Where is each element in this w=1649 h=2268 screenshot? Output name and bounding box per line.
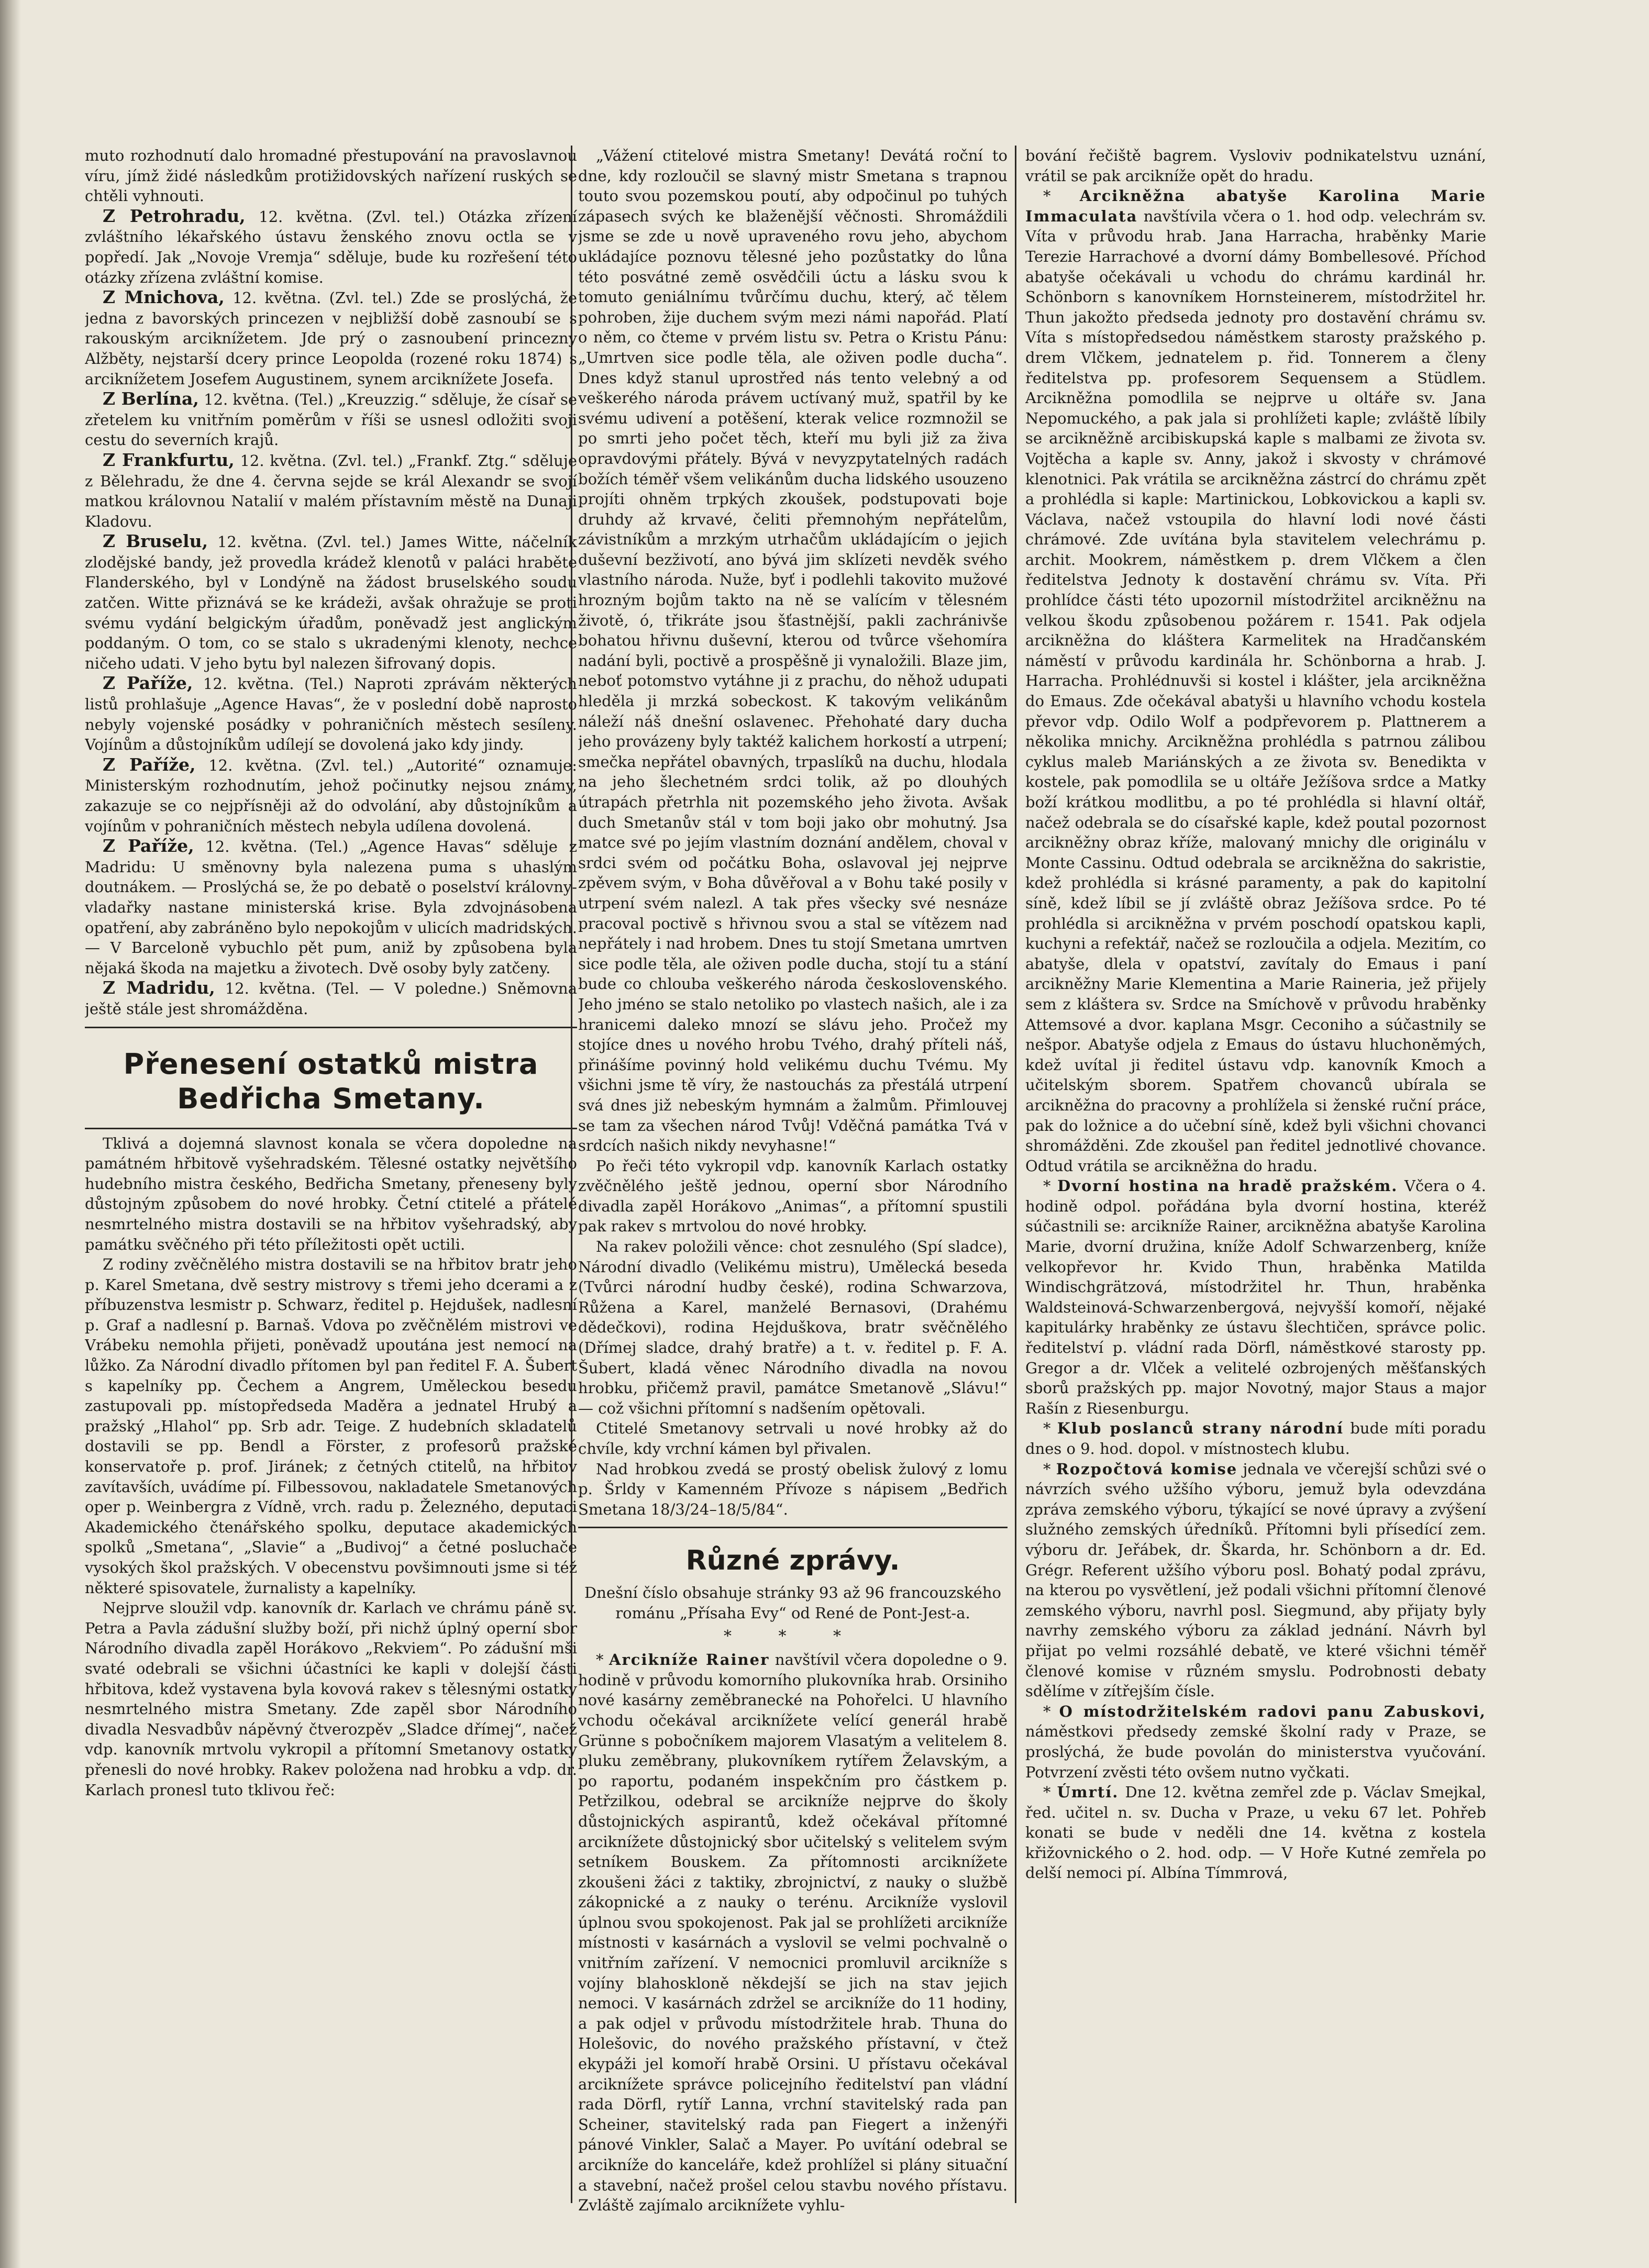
news-text: 12. května. (Tel.) Naproti zprávám některých listů prohlašuje „Agence Havas“, že v poslední době naprosto nebyly vojenské posádky v pohraničních městech sesíleny. Vojínům a důstojníkům udílejí se dovolená jako kdy jindy. <box>85 675 577 754</box>
news-item <box>85 389 577 450</box>
news-text: 12. května. (Zvl. tel.) James Witte, náčelník zlodějské bandy, jež provedla krádež klenotů v paláci hraběte Flanderského, byl v Londýně na žádost bruselského soudu zatčen. Witte přiznává se ke krádeži, avšak ohražuje se proti svému vydání belgickým úřadům, poněvadž jest anglickým poddaným. O tom, co se stalo s ukradenými klenoty, nechce ničeho udati. V jeho bytu byl nalezen šifrovaný dopis. <box>85 533 577 672</box>
dateline: Z Petrohradu, <box>103 205 246 226</box>
news-text: 12. května. (Tel.) „Kreuzzig.“ sděluje, že císař se zřetelem ku vnitřním poměrům v říši se usnesl odložiti svoji cestu do severních krajů. <box>85 391 577 449</box>
column-rule-right <box>1015 146 1016 2203</box>
news-item: * Rozpočtová komise jednala ve včerejší schůzi své o návrzích svého užšího výboru, jemuž byla odevzdána zpráva zemského výboru, týkající se nové úpravy a zvýšení služného zemských úředníků. Přítomni byli přísedící zem. výboru dr. Jeřábek, dr. Škarda, hr. Schönborn a dr. Ed. Grégr. Referent užšího výboru posl. Bohatý podal zprávu, na kterou po vysvětlení, jež podali všichni přítomní členové zemského výboru, navrhl posl. Siegmund, aby přijaty byly navrhy zemského výboru za základ jednání. Návrh byl přijat po velmi rozsáhlé debatě, ve které všichni téměř členové komise v různém smyslu. Podrobnosti debaty sdělíme v zítřejším čísle. <box>1025 1460 1486 1700</box>
column-right <box>1025 146 1486 2214</box>
news-text: Včera o 4. hodině odpol. pořádána byla dvorní hostina, kteréž súčastnili se: arcikníže Rainer, arcikněžna abatyše Karolina Marie, dvorní družina, kníže Adolf Schwarzenberg, kníže velkopřevor hr. Kvido Thun, hraběnka Matilda Windischgrätzová, místodržitel hr. Thun, hraběnka Waldsteinová-Schwarzenbergová, nejvyšší komoří, nějaké kapitulárky hraběnky ze ústavu šlechtičen, správce polic. ředitelství p. vládní rada Dörfl, náměstkové starosty pp. Gregor a dr. Vlček a velitelé ozbrojených měšťanských sborů pražských pp. major Novotný, major Staus a major Rašín z Riesenburgu. <box>1025 1177 1486 1417</box>
section-rule <box>85 1128 577 1129</box>
separator-stars: * * * <box>723 1627 862 1646</box>
article-paragraph: Nad hrobkou zvedá se prostý obelisk žulový z lomu p. Šrldy v Kamenném Přívoze s nápisem „Bedřich Smetana 18/3/24–18/5/84“. <box>578 1460 1008 1518</box>
news-item: * Úmrtí. Dne 12. května zemřel zde p. Václav Smejkal, řed. učitel n. sv. Ducha v Praze, u veku 67 let. Pohřeb konati se bude v neděli dne 14. května z kostela křižovnického o 2. hod. odp. — V Hoře Kutné zemřela po delší nemoci pí. Albína Tímmrová, <box>1025 1783 1486 1882</box>
news-text: Dne 12. května zemřel zde p. Václav Smejkal, řed. učitel n. sv. Ducha v Praze, u veku 67 let. Pohřeb konati se bude v neděli dne 14. května z kostela křižovnického o 2. hod. odp. — V Hoře Kutné zemřela po delší nemoci pí. Albína Tímmrová, <box>1025 1783 1486 1882</box>
dateline: Z Bruselu, <box>103 531 208 552</box>
article-paragraph: Z rodiny zvěčnělého mistra dostavili se na hřbitov bratr jeho p. Karel Smetana, dvě sestry mistrovy s třemi jeho dcerami a z příbuzenstva lesmistr p. Schwarz, ředitel p. Hejdušek, nadlesní p. Graf a nadlesní p. Barnaš. Vdova po zvěčnělém mistrovi ve Vrábeku nemohla přijeti, poněvadž upoutána jest nemocí na lůžko. Za Národní divadlo přítomen byl pan ředitel F. A. Šubert s kapelníky pp. Čechem a Angrem, Uměleckou besedu zastupovali pp. místopředseda Maděra a jednatel Hrubý a pražský „Hlahol“ pp. Srb adr. Teige. Z hudebních skladatelů dostavili se pp. Bendl a Förster, z profesorů pražské konservatoře p. prof. Jiránek; z četných ctitelů, na hřbitov zavítavších, uvádíme pí. Filbessovou, nakladatele Smetanových oper p. Weinbergra z Vídně, vrch. radu p. Železného, deputaci Akademického čtenářského spolku, deputace akademických spolků „Smetana“, „Slavie“ a „Budivoj“ a četné posluchače vysokých škol pražských. V obecenstvu povšimnouti jsme si též některé spisovatele, žurnalisty a kapelníky. <box>85 1255 577 1597</box>
dateline: Z Madridu, <box>103 977 215 998</box>
news-text: jednala ve včerejší schůzi své o návrzích svého užšího výboru, jemuž byla odevzdána zpráva zemského výboru, týkající se nové úpravy a zvýšení služného zemských úředníků. Přítomni byli přísedící zem. výboru dr. Jeřábek, dr. Škarda, hr. Schönborn a dr. Ed. Grégr. Referent užšího výboru posl. Bohatý podal zprávu, na kterou po vysvětlení, jež podali všichni přítomní členové zemského výboru, navrhl posl. Siegmund, aby přijaty byly navrhy zemského výboru za základ jednání. Návrh byl přijat po velmi rozsáhlé debatě, ve které všichni téměř členové komise v různém smyslu. Podrobnosti debaty sdělíme v zítřejším čísle. <box>1025 1460 1486 1700</box>
news-text: navštívila včera o 1. hod odp. velechrám sv. Víta v průvodu hrab. Jana Harracha, hraběnky Marie Terezie Harrachové a dvorní dámy Bombellesové. Příchod abatyše očekávali u vchodu do chrámu kardinál hr. Schönborn s kanovníkem Hornsteinerem, místodržitel hr. Thun jakožto předseda jednoty pro dostavění chrámu sv. Víta s místopředsedou náměstkem starosty pražského p. drem Vlčkem, jednatelem p. řid. Tonnerem a členy ředitelstva pp. profesorem Sequensem a Stüdlem. Arcikněžna pomodlila se nejprve u oltáře sv. Jana Nepomuckého, a pak jala si prohlížeti kaple; zvláště líbily se arcikněžně arcibiskupská kaple s malbami ze života sv. Vojtěcha a kaple sv. Anny, jakož i skvosty v chrámové klenotnici. Pak vrátila se arcikněžna zástrcí do chrámu zpět a prohlédla si kaple: Martinickou, Lobkovickou a kapli sv. Václava, načež vstoupila do hlavní lodi nové části chrámové. Zde uvítána byla stavitelem velechrámu p. archit. Mookrem, náměstkem p. drem Vlčkem a člen ředitelstva Jednoty k dostavění chrámu sv. Víta. Při prohlídce části této upozornil místodržitel arcikněžnu na velkou škodu způsobenou požárem r. 1541. Pak odjela arcikněžna do kláštera Karmelitek na Hradčanském náměstí v průvodu kardinála hr. Schönborna a hrab. J. Harracha. Prohlédnuvši si kostel i klášter, jela arcikněžna do Emaus. Zde očekával abatyši u hlavního vchodu kostela převor vdp. Odilo Wolf a podpřevorem p. Plattnerem a několika mnichy. Arcikněžna prohlédla s patrnou zálibou cyklus maleb Mariánských a ze života sv. Benedikta v kostele, pak pomodlila se u oltáře Ježíšova srdce a Matky boží krátkou modlitbu, a po té prohlédla si hlavní oltář, načež odebrala se do císařské kaple, kdež poutal pozornost arcikněžny obraz kříže, malovaný mnichy dle originálu v Monte Cassinu. Odtud odebrala se arcikněžna do sakristie, kdež prohlédla si krásné paramenty, a pak do kapitolní síně, kdež líbil se jí zvláště obraz Ježíšova srdce. Po té prohlédla si arcikněžna v prvém poschodí opatskou kapli, kuchyni a refektář, načež se rozloučila a odjela. Mezitím, co abatyše, dlela v opatství, zavítaly do Emaus i paní arcikněžny Marie Klementina a Marie Raineria, jež přijely sem z kláštera sv. Srdce na Smíchově v průvodu hraběnky Attemsové a dvor. kaplana Msgr. Ceconiho a súčastnily se nešpor. Abatyše odjela z Emaus do ústavu hluchoněmých, kdež uvítal ji ředitel ústavu vdp. kanovník Kmoch a učitelským sborem. Spatřem chovanců ubírala se arcikněžna do pracovny a prohlížela si ženské ruční práce, pak do ložnice a do učební síně, kdež byli všichni chovanci shromážděni. Zde zkoušel pan ředitel jednotlivé chovance. Odtud vrátila se arcikněžna do hradu. <box>1025 207 1486 1175</box>
news-item <box>85 531 577 673</box>
dateline: Z Frankfurtu, <box>103 449 235 470</box>
news-rubric: Arcikníže Rainer <box>609 1651 770 1669</box>
dateline: Z Paříže, <box>103 754 196 775</box>
news-item: * Dvorní hostina na hradě pražském. Včera o 4. hodině odpol. pořádána byla dvorní hostina, kteréž súčastnili se: arcikníže Rainer, arcikněžna abatyše Karolina Marie, dvorní družina, kníže Adolf Schwarzenberg, kníže velkopřevor hr. Kvido Thun, hraběnka Matilda Windischgrätzová, místodržitel hr. Thun, hraběnka Waldsteinová-Schwarzenbergová, nejvyšší komoří, nějaké kapitulárky hraběnky ze ústavu šlechtičen, správce polic. ředitelství p. vládní rada Dörfl, náměstkové starosty pp. Gregor a dr. Vlček a velitelé ozbrojených měšťanských sborů pražských pp. major Novotný, major Staus a major Rašín z Riesenburgu. <box>1025 1177 1486 1417</box>
news-item <box>85 206 577 287</box>
news-text: muto rozhodnutí dalo hromadné přestupování na pravoslavnou víru, jímž židé následkům protižidovských nařízení ruských se chtěli vyhnouti. <box>85 147 577 205</box>
news-rubric: O místodržitelském radovi panu Zabuskovi, <box>1059 1702 1486 1720</box>
news-item: * Arcikněžna abatyše Karolina Marie Immaculata navštívila včera o 1. hod odp. velechrám sv. Víta v průvodu hrab. Jana Harracha, hraběnky Marie Terezie Harrachové a dvorní dámy Bombellesové. Příchod abatyše očekávali u vchodu do chrámu kardinál hr. Schönborn s kanovníkem Hornsteinerem, místodržitel hr. Thun jakožto předseda jednoty pro dostavění chrámu sv. Víta s místopředsedou náměstkem starosty pražského p. drem Vlčkem, jednatelem p. řid. Tonnerem a členy ředitelstva pp. profesorem Sequensem a Stüdlem. Arcikněžna pomodlila se nejprve u oltáře sv. Jana Nepomuckého, a pak jala si prohlížeti kaple; zvláště líbily se arcikněžně arcibiskupská kaple s malbami ze života sv. Vojtěcha a kaple sv. Anny, jakož i skvosty v chrámové klenotnici. Pak vrátila se arcikněžna zástrcí do chrámu zpět a prohlédla si kaple: Martinickou, Lobkovickou a kapli sv. Václava, načež vstoupila do hlavní lodi nové části chrámové. Zde uvítána byla stavitelem velechrámu p. archit. Mookrem, náměstkem p. drem Vlčkem a člen ředitelstva Jednoty k dostavění chrámu sv. Víta. Při prohlídce části této upozornil místodržitel arcikněžnu na velkou škodu způsobenou požárem r. 1541. Pak odjela arcikněžna do kláštera Karmelitek na Hradčanském náměstí v průvodu kardinála hr. Schönborna a hrab. J. Harracha. Prohlédnuvši si kostel i klášter, jela arcikněžna do Emaus. Zde očekával abatyši u hlavního vchodu kostela převor vdp. Odilo Wolf a podpřevorem p. Plattnerem a několika mnichy. Arcikněžna prohlédla s patrnou zálibou cyklus maleb Mariánských a ze života sv. Benedikta v kostele, pak pomodlila se u oltáře Ježíšova srdce a Matky boží krátkou modlitbu, a po té prohlédla si hlavní oltář, načež odebrala se do císařské kaple, kdež poutal pozornost arcikněžny obraz kříže, malovaný mnichy dle originálu v Monte Cassinu. Odtud odebrala se arcikněžna do sakristie, kdež prohlédla si krásné paramenty, a pak do kapitolní síně, kdež líbil se jí zvláště obraz Ježíšova srdce. Po té prohlédla si arcikněžna v prvém poschodí opatskou kapli, kuchyni a refektář, načež se rozloučila a odjela. Mezitím, co abatyše, dlela v opatství, zavítaly do Emaus i paní arcikněžny Marie Klementina a Marie Raineria, jež přijely sem z kláštera sv. Srdce na Smíchově v průvodu hraběnky Attemsové a dvor. kaplana Msgr. Ceconiho a súčastnily se nešpor. Abatyše odjela z Emaus do ústavu hluchoněmých, kdež uvítal ji ředitel ústavu vdp. kanovník Kmoch a učitelským sborem. Spatřem chovanců ubírala se arcikněžna do pracovny a prohlížela si ženské ruční práce, pak do ložnice a do učební síně, kdež byli všichni chovanci shromážděni. Zde zkoušel pan ředitel jednotlivé chovance. Odtud vrátila se arcikněžna do hradu. <box>1025 187 1486 1175</box>
article-heading: Přenesení ostatků mistra Bedřicha Smetany. <box>123 1047 539 1115</box>
section-rule <box>85 1027 577 1028</box>
news-item: * O místodržitelském radovi panu Zabuskovi, náměstkovi předsedy zemské školní rady v Praze, se proslýchá, že bude povolán do ministerstva vyučování. Potvrzení zvěsti této ovšem nutno vyčkati. <box>1025 1702 1486 1781</box>
dateline: Z Paříže, <box>103 836 194 857</box>
news-item-continuation <box>85 146 577 206</box>
dateline: Z Berlína, <box>103 388 199 409</box>
speech-text: „Vážení ctitelové mistra Smetany! Devátá roční to dne, kdy rozloučil se slavný mistr Smetana s trapnou touto svou pozemskou poutí, aby odpočinul po tuhých zápasech svých ke blaženější věčnosti. Shromáždili jsme se zde u nově upraveného rovu jeho, abychom ukládajíce poznovu tělesné jeho pozůstatky do lůna této posvátné země osvědčili úctu a lásku svou k tomuto geniálnímu tvůrčímu duchu, který, ač tělem pohroben, žije duchem svým mezi námi napořád. Platí o něm, co čteme v prvém listu sv. Petra o Kristu Pánu: „Umrtven sice podle těla, ale oživen podle ducha“. Dnes když stanul uprostřed nás tento velebný a od veškerého národa právem uctívaný muž, spatřil by ke svému udivení a potěšení, kterak velice rozmnožil se po smrti jeho počet těch, kteří mu byli již za živa opravdovými přátely. Bývá v nevyzpytatelných radách božích téměř všem velikánům ducha lidského usouzeno projíti ohněm trpkých zkoušek, podstupovati boje druhdy až krvavé, čeliti přemnohým nepřátelům, závistníkům a mrzkým utrhačům ukládajícím o jejich duševní bezživotí, ano bývá jim sklízeti nevděk svého vlastního národa. Nuže, byť i podlehli takovito mužové hrozným bojům takto na ně se valícím v tělesném životě, ó, třikráte jsou šťastnější, pakli zachránivše bohatou hřivnu duševní, kterou od tvůrce všehomíra nadání byli, poctivě a prospěšně ji vynaložili. Blaze jim, neboť potomstvo vytáhne ji z prachu, do něhož udupati hleděla ji mrzká sobeckost. K takovým velikánům náleží náš dnešní oslavenec. Přehohaté dary ducha jeho provázeny byly taktéž kalichem horkostí a utrpení; smečka nepřátel obavných, trpaslíků na duchu, hlodala na jeho šlechetném srdci tolik, až po dlouhých útrapách přetrhla nit pozemského jeho života. Avšak duch Smetanův stál v tom boji jako obr mohutný. Jsa matce své po jejím vlastním doznání andělem, choval v srdci svém od počátku Boha, oslavoval jej nejprve zpěvem svým, v Boha důvěřoval a v Bohu také posily v utrpení svém nalezl. A tak přes všecky své nesnáze pracoval poctivě s hřivnou svou a stal se vítězem nad nepřátely i nad hrobem. Dnes tu stojí Smetana umrtven sice podle těla, ale oživen podle ducha, stojí tu a stání bude co chlouba veškerého národa československého. Jeho jméno se stalo netoliko po vlastech našich, ale i za hranicemi daleko mnozí se slávu jeho. Pročež my stojíce dnes u nového hrobu Tvého, drahý příteli náš, přinášíme povinný hold velikému duchu Tvému. My všichni jsme tě víry, že nastouchás za přestálá utrpení svá dnes již nebeským hymnám a žalmům. Přimlouvej se tam za všechen národ Tvůj! Vděčná památka Tvá v srdcích našich nikdy nevyhasne!“ <box>578 147 1008 1155</box>
section-intro: Dnešní číslo obsahuje stránky 93 až 96 francouzského románu „Přísaha Evy“ od René de Pont-Jest-a. <box>584 1584 1001 1622</box>
news-text: navštívil včera dopoledne o 9. hodině v průvodu komorního plukovníka hrab. Orsiniho nové kasárny zeměbranecké na Pohořelci. U hlavního vchodu očekával arciknížete velící generál hrabě Grünne s pobočníkem majorem Vlasatým a velitelem 8. pluku zeměbrany, plukovníkem rytířem Želavským, a po raportu, podaném inspekčním pro částkem p. Petřzilkou, odebral se arcikníže nejprve do školy důstojnických aspirantů, kdež očekával přítomné arciknížete důstojnický sbor učitelský s velitelem svým setníkem Bouskem. Za přítomnosti arciknížete zkoušeni žáci z taktiky, zbrojnictví, z nauky o službě zákopnické a z nauky o terénu. Arcikníže vyslovil úplnou svou spokojenost. Pak jal se prohlížeti arcikníže místnosti v kasárnách a vyslovil se velmi pochvalně o vnitřním zařízení. V nemocnici promluvil arcikníže s vojíny blahoskloně někdejší se jich na stav jejich nemoci. V kasárnách zdržel se arcikníže do 11 hodiny, a pak odjel v průvodu místodržitele hrab. Thuna do Holešovic, do nového pražského přístavní, v čtež ekypáži jel komoří hrabě Orsini. U přístavu očekával arciknížete správce policejního ředitelství pan vládní rada Dörfl, rytíř Lanna, vrchní stavitelský rada pan Scheiner, stavitelský rada pan Fiegert a inženýři pánové Vinkler, Salač a Mayer. Po uvítání odebral se arcikníže do kanceláře, kdež prohlížel si plány situační a stavební, načež prošel celou stavbu nového přístavu. Zvláště zajímalo arciknížete vyhlu- <box>578 1651 1008 2214</box>
news-item: * Arcikníže Rainer navštívil včera dopoledne o 9. hodině v průvodu komorního plukovníka hrab. Orsiniho nové kasárny zeměbranecké na Pohořelci. U hlavního vchodu očekával arciknížete velící generál hrabě Grünne s pobočníkem majorem Vlasatým a velitelem 8. pluku zeměbrany, plukovníkem rytířem Želavským, a po raportu, podaném inspekčním pro částkem p. Petřzilkou, odebral se arcikníže nejprve do školy důstojnických aspirantů, kdež očekával přítomné arciknížete důstojnický sbor učitelský s velitelem svým setníkem Bouskem. Za přítomnosti arciknížete zkoušeni žáci z taktiky, zbrojnictví, z nauky o službě zákopnické a z nauky o terénu. Arcikníže vyslovil úplnou svou spokojenost. Pak jal se prohlížeti arcikníže místnosti v kasárnách a vyslovil se velmi pochvalně o vnitřním zařízení. V nemocnici promluvil arcikníže s vojíny blahoskloně někdejší se jich na stav jejich nemoci. V kasárnách zdržel se arcikníže do 11 hodiny, a pak odjel v průvodu místodržitele hrab. Thuna do Holešovic, do nového pražského přístavní, v čtež ekypáži jel komoří hrabě Orsini. U přístavu očekával arciknížete správce policejního ředitelství pan vládní rada Dörfl, rytíř Lanna, vrchní stavitelský rada pan Scheiner, stavitelský rada pan Fiegert a inženýři pánové Vinkler, Salač a Mayer. Po uvítání odebral se arcikníže do kanceláře, kdež prohlížel si plány situační a stavební, načež prošel celou stavbu nového přístavu. Zvláště zajímalo arciknížete vyhlu- <box>578 1651 1008 2214</box>
news-item <box>85 978 577 1019</box>
news-item <box>85 673 577 754</box>
news-item <box>85 755 577 836</box>
news-item <box>85 287 577 389</box>
news-text: 12. května. (Tel.) „Agence Havas“ sděluje z Madridu: U směnovny byla nalezena puma s uhaslým doutnákem. — Proslýchá se, že po debatě o poselství královny-vladařky nastane ministerská krise. Byla zdvojnásobena opatření, aby zabráněno bylo nepokojům v ulicích madridských. — V Barceloně vybuchlo pět pum, aniž by způsobena byla nějaká škoda na majetku a životech. Dvě osoby byly zatčeny. <box>85 838 577 977</box>
news-item-continuation: bování řečiště bagrem. Vysloviv podnikatelstvu uznání, vrátil se pak arcikníže opět do hradu. <box>1025 147 1486 185</box>
news-text: 12. května. (Zvl. tel.) „Autorité“ oznamuje: Ministerským rozhodnutím, jehož počinutky nejsou známy, zakazuje se co nejpřísněji až do odvolání, aby důstojníkům a vojínům v pohraničních městech nebyla udílena dovolená. <box>85 756 577 835</box>
news-item <box>85 836 577 978</box>
news-item <box>85 450 577 531</box>
news-rubric: Úmrtí. <box>1057 1783 1119 1802</box>
column-middle <box>578 146 1008 2214</box>
article-paragraph: Na rakev položili věnce: chot zesnulého (Spí sladce), Národní divadlo (Velikému mistru), Umělecká beseda (Tvůrci národní hudby české), rodina Schwarzova, Růžena a Karel, manželé Bernasovi, (Drahému dědečkovi), rodina Hejduškova, bratr svěčnělého (Dřímej sladce, drahý bratře) a t. v. ředitel p. F. A. Šubert, kladá věnec Národního divadla na novou hrobku, přičemž pravil, památce Smetanově „Slávu!“ — což všichni přítomní s nadšením opětovali. <box>578 1238 1008 1417</box>
section-rule <box>578 1527 1008 1528</box>
article-paragraph: Ctitelé Smetanovy setrvali u nové hrobky až do chvíle, kdy vrchní kámen byl přivalen. <box>578 1419 1008 1458</box>
article-paragraph: Po řeči této vykropil vdp. kanovník Karlach ostatky zvěčnělého ještě jednou, operní sbor Národního divadla zapěl Horákovo „Animas“, a přítomní spustili pak rakev s mrtvolou do nové hrobky. <box>578 1157 1008 1236</box>
news-text: 12. května. (Tel. — V poledne.) Sněmovna ještě stále jest shromážděna. <box>85 980 577 1018</box>
column-left <box>85 146 577 2214</box>
news-text: 12. května. (Zvl. tel.) Zde se proslýchá, že jedna z bavorských princezen v nejbližší době zasnoubí se s rakouským arciknížetem. Jde prý o zasnoubení princezny Alžběty, nejstarší dcery prince Leopolda (rozené roku 1874) s arciknížetem Josefem Augustinem, synem arciknížete Josefa. <box>85 289 577 388</box>
news-text: náměstkovi předsedy zemské školní rady v Praze, se proslýchá, že bude povolán do ministerstva vyučování. Potvrzení zvěsti této ovšem nutno vyčkati. <box>1025 1722 1486 1781</box>
section-heading: Různé zprávy. <box>685 1545 900 1577</box>
news-rubric: Rozpočtová komise <box>1056 1460 1238 1478</box>
news-text: 12. května. (Zvl. tel.) Otázka zřízení zvláštního lékařského ústavu ženského znovu octla se v popředí. Jak „Novoje Vremja“ sděluje, bude ku rozřešení této otázky zřízena zvláštní komise. <box>85 207 577 286</box>
dateline: Z Mnichova, <box>103 287 225 308</box>
news-item: * Klub poslanců strany národní bude míti poradu dnes o 9. hod. dopol. v místnostech klubu. <box>1025 1419 1486 1458</box>
article-paragraph: Tklivá a dojemná slavnost konala se včera dopoledne na památném hřbitově vyšehradském. Tělesné ostatky největšího hudebního mistra českého, Bedřicha Smetany, přeneseny byly důstojným způsobem do nové hrobky. Četní ctitelé a přátelé nesmrtelného mistra dostavili se na hřbitov vyšehradský, aby památku svěčného při této příležitosti opět uctili. <box>85 1134 577 1253</box>
dateline: Z Paříže, <box>103 673 193 694</box>
news-rubric: Dvorní hostina na hradě pražském. <box>1057 1177 1398 1195</box>
binding-edge <box>0 0 21 2268</box>
news-text: 12. května. (Zvl. tel.) „Frankf. Ztg.“ sděluje z Bělehradu, že dne 4. června sejde se král Alexandr se svojí matkou královnou Natalií v malém přístavním městě na Dunaji Kladovu. <box>85 451 577 530</box>
article-paragraph: Nejprve sloužil vdp. kanovník dr. Karlach ve chrámu páně sv. Petra a Pavla zádušní služby boží, při nichž úplný operní sbor Národního divadla zapěl Horákovo „Rekviem“. Po zádušní mši svaté odebrali se všichni účastníci ke kapli v dolejší části hřbitova, kdež vystavena byla kovová rakev s tělesnými ostatky nesmrtelného mistra Smetany. Zde zapěl sbor Národního divadla Nesvadbův nápěvný čtverozpěv „Sladce dřímej“, načež vdp. kanovník mrtvolu vykropil a přítomní Smetanovy ostatky přenesli do nové hrobky. Rakev položena nad hrobku a vdp. dr. Karlach pronesl tuto tklivou řeč: <box>85 1599 577 1799</box>
news-rubric: Klub poslanců strany národní <box>1057 1419 1344 1438</box>
news-text: bude míti poradu dnes o 9. hod. dopol. v místnostech klubu. <box>1025 1419 1486 1458</box>
news-rubric: Arcikněžna abatyše Karolina Marie Immaculata <box>1025 187 1486 225</box>
